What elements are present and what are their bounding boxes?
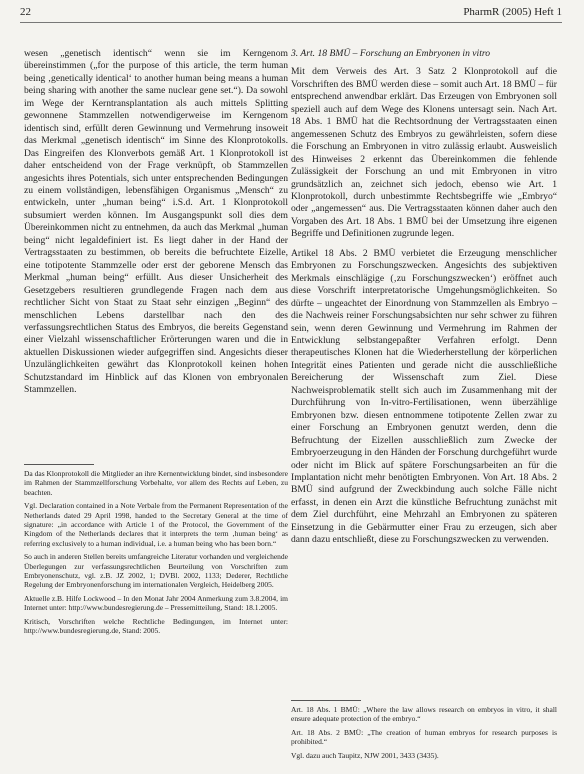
page-number: 22 [20,6,31,18]
footnote-rule [291,700,361,701]
footnote: Da das Klonprotokoll die Mitglieder an ihre Kernentwicklung bindet, sind insbesondere im Rahmen der Stammzellforschung Vorbehalte, vor allem des Rechts auf Leben, zu beachten. [24,469,288,497]
footnote: Aktuelle z.B. Hilfe Lockwood – In den Monat Jahr 2004 Anmerkung zum 3.8.2004, im Internet unter: http://www.bundesregierung.de – Pressemitteilung, Stand: 18.1.2005. [24,593,288,613]
page-header [20,4,562,23]
footnote: Art. 18 Abs. 1 BMÜ: „Where the law allows research on embryos in vitro, it shall ensure adequate protection of the embryo.“ [291,705,557,724]
footnote: Art. 18 Abs. 2 BMÜ: „The creation of human embryos for research purposes is prohibited.“ [291,727,557,747]
body-paragraph: Mit dem Verweis des Art. 3 Satz 2 Klonprotokoll auf die Vorschriften des BMÜ werden diese – somit auch Art. 18 BMÜ – für entsprechend anwendbar erklärt. Das Erzeugen von Embryonen soll speziell auch auf dem Wege des Klonens untersagt sein. Nach Art. 18 Abs. 1 BMÜ hat die Rechtsordnung der Vertragsstaaten einen angemessenen Schutz des Embryos zu gewährleisten, sofern diese die Forschung an Embryonen in vitro zulässig erlaubt. Ausweislich des Hinweises 2 erkennt das Übereinkommen die fehlende Zulässigkeit der Forschung an und mit Embryonen in vitro grundsätzlich an, zeichnet sich jedoch, ebenso wie Art. 1 Klonprotokoll, durch unbestimmte Rechtsbegriffe wie „Embryo“ oder „angemessen“ aus. Die Vertragsstaaten können daher auch den Vorgaben des Art. 18 Abs. 1 BMÜ bei der Umsetzung ihre eigenen Begriffe und Definitionen zugrunde legen. [291,66,557,240]
footnote-rule [24,464,94,465]
right-footnotes [291,700,557,764]
footnote: Vgl. dazu auch Taupitz, NJW 2001, 3433 (3435). [291,750,439,760]
journal-reference: PharmR (2005) Heft 1 [463,6,562,18]
body-paragraph: Artikel 18 Abs. 2 BMÜ verbietet die Erzeugung menschlicher Embryonen zu Forschungszwecken. Angesichts des subjektiven Merkmals einschlägige (‚zu Forschungszwecken‘) eröffnet auch diese Vorschrift interpretatorische Umgehungsmöglichkeiten. So dürfte – ungeachtet der Einordnung von Stammzellen als Embryo – die Nachweis reiner Forschungsabsichten nur sehr schwer zu führen sein, wenn deren Gewinnung und Vermehrung im Rahmen der Entwicklung selbstangepaßter Verfahren erfolgt. Denn therapeutisches Klonen hat die Wiederherstellung der körperlichen Integrität eines Patienten und gerade nicht die ausschließliche Bereicherung der Wissenschaft zum Ziel. Diese Nachweisproblematik stellt sich auch im Zusammenhang mit der Durchführung von In-vitro-Fertilisationen, wenn überzählige Embryonen bzw. diesen entnommene totipotente Zellen zwar zu einer Forschung an Embryonen genutzt werden, denn die Befruchtung der Eizellen ausschließlich zum Zwecke der Embryoerzeugung in den Händen der Forschung durchgeführt wurde oder nicht im Blick auf spätere Forschungsarbeiten an für die Implantation nicht mehr benötigten Embryonen. Von Art. 18 Abs. 2 BMÜ sind aufgrund der Zweckbindung auch solche Fälle nicht erfasst, in denen ein Arzt die künstliche Befruchtung zunächst mit dem Ziel durchführt, eine Mehrzahl an Embryonen zu späteren Einsetzung in die Gebärmutter einer Frau zu erzeugen, sich aber dann dazu entschließt, diese zu Forschungszwecken zu verwenden. [291,247,557,546]
footnote: Vgl. Declaration contained in a Note Verbale from the Permanent Representation of the Netherlands dated 29 April 1998, handed to the Secretary General at the time of signature: „in accordance with Article 1 of the Protocol, the Government of the Kingdom of the Netherlands declares that it interprets the term ‚human being‘ as referring exclusively to a human individual, i.e. a human being who has been born.“ [24,501,288,548]
left-column [24,48,288,404]
footnote: Kritisch, Vorschriften welche Rechtliche Bedingungen, im Internet unter: http://www.bundesregierung.de, Stand: 2005. [24,616,288,636]
body-paragraph: wesen „genetisch identisch“ wenn sie im Kerngenom übereinstimmen („for the purpose of this article, the term human being ‚genetically identical‘ to another human being means a human being sharing with another the same nuclear gene set.“). Da sowohl im Wege der Kerntransplantation als auch mittels Splitting gewonnene Stammzellen notwendigerweise im Kerngenom identisch sind, erfüllt deren Gewinnung und Vermehrung insoweit das Merkmal „genetisch identisch“ im Sinne des Klonprotokolls. Das Eingreifen des Klonverbots gemäß Art. 1 Klonprotokoll ist daher entscheidend von der Frage verknüpft, ob Stammzellen angesichts ihres Potentials, sich unter entsprechenden Bedingungen zu einem vollständigen, lebensfähigen Organismus „Mensch“ zu entwickeln, unter „human being“ i.S.d. Art. 1 Klonprotokoll subsumiert werden können. Im Ausgangspunkt soll dies dem Übereinkommen nicht zu entnehmen, da auch das Merkmal „human being“ nicht legaldefiniert ist. Es liegt daher in der Hand der Vertragsstaaten zu bestimmen, ob bereits die befruchtete Eizelle, eine totipotente Stammzelle oder erst der geborene Mensch das Merkmal „human being“ erfüllt. Aus dieser Unsicherheit des Gesetzgebers resultieren grundlegende Fragen nach dem aus rechtlicher Sicht von Staat zu Staat sehr einzigen „Beginn“ des menschlichen Lebens darstellbar nach den des verfassungsrechtlichen Status des Embryos, die bereits Gegenstand einer Vielzahl wissenschaftlicher Erörterungen waren und die in aktuellen Diskussionen wieder aufgegriffen sind. Angesichts dieser Unzulänglichkeiten gewährt das Klonprotokoll keinen hohen Schutzstandard im Hinblick auf das Klonen von embryonalen Stammzellen. [24,48,288,396]
footnote: So auch in anderen Stellen bereits umfangreiche Literatur vorhanden und vergleichende Überlegungen zur verfassungsrechtlichen Beurteilung von Vorschriften zum Embryonenschutz, vgl. z.B. JZ 2002, 1; DVBl. 2002, 1133; Dederer, Rechtliche Regelung der Embryonenforschung im internationalen Vergleich, Heidelberg 2005. [24,552,288,590]
section-heading: 3. Art. 18 BMÜ – Forschung an Embryonen in vitro [291,48,491,59]
right-column [291,48,557,554]
left-footnotes [24,464,288,640]
